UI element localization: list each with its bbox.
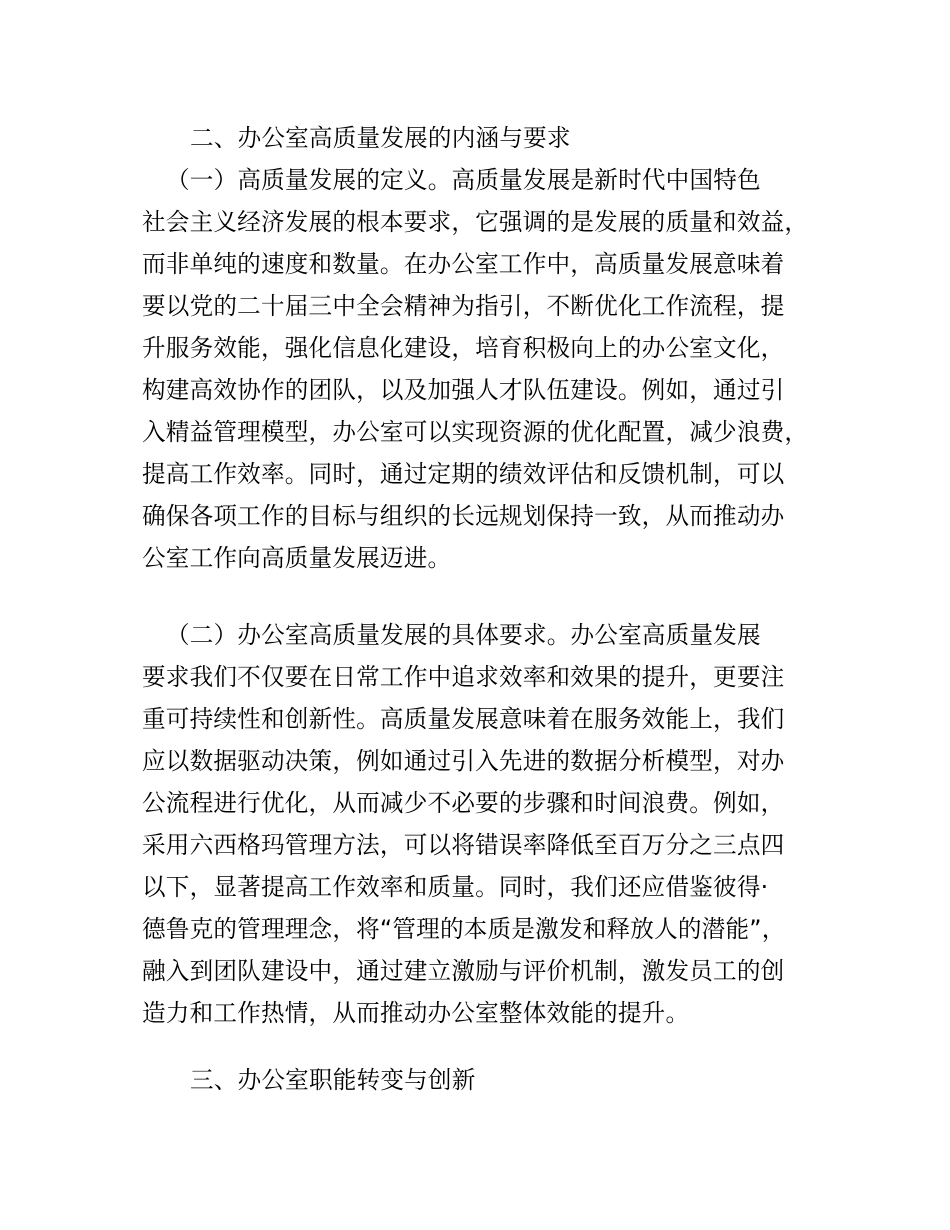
paragraph-line: （二）办公室高质量发展的具体要求。办公室高质量发展 (166, 621, 761, 649)
section-heading: 三、办公室职能转变与创新 (190, 1066, 476, 1094)
paragraph-line: 升服务效能，强化信息化建设，培育积极向上的办公室文化， (142, 334, 785, 362)
paragraph-line: （一）高质量发展的定义。高质量发展是新时代中国特色 (166, 166, 761, 194)
paragraph-line: 而非单纯的速度和数量。在办公室工作中，高质量发展意味着 (142, 250, 785, 278)
paragraph-line: 融入到团队建设中，通过建立激励与评价机制，激发员工的创 (142, 957, 785, 985)
paragraph-line: 应以数据驱动决策，例如通过引入先进的数据分析模型，对办 (142, 747, 785, 775)
paragraph-line: 社会主义经济发展的根本要求，它强调的是发展的质量和效益， (142, 208, 809, 236)
paragraph-line: 要以党的二十届三中全会精神为指引，不断优化工作流程，提 (142, 292, 785, 320)
paragraph-line: 构建高效协作的团队，以及加强人才队伍建设。例如，通过引 (142, 376, 785, 404)
paragraph-line: 采用六西格玛管理方法，可以将错误率降低至百万分之三点四 (142, 831, 785, 859)
paragraph-line: 德鲁克的管理理念，将“管理的本质是激发和释放人的潜能”， (142, 915, 786, 943)
paragraph-line: 以下，显著提高工作效率和质量。同时，我们还应借鉴彼得· (142, 873, 769, 901)
paragraph-line: 提高工作效率。同时，通过定期的绩效评估和反馈机制，可以 (142, 460, 785, 488)
paragraph-line: 公流程进行优化，从而减少不必要的步骤和时间浪费。例如， (142, 789, 785, 817)
paragraph-line: 重可持续性和创新性。高质量发展意味着在服务效能上，我们 (142, 705, 785, 733)
section-heading: 二、办公室高质量发展的内涵与要求 (190, 124, 571, 152)
paragraph-line: 入精益管理模型，办公室可以实现资源的优化配置，减少浪费， (142, 418, 809, 446)
paragraph-line: 确保各项工作的目标与组织的长远规划保持一致，从而推动办 (142, 502, 785, 530)
paragraph-line: 公室工作向高质量发展迈进。 (142, 544, 452, 572)
paragraph-line: 要求我们不仅要在日常工作中追求效率和效果的提升，更要注 (142, 663, 785, 691)
paragraph-line: 造力和工作热情，从而推动办公室整体效能的提升。 (142, 999, 690, 1027)
